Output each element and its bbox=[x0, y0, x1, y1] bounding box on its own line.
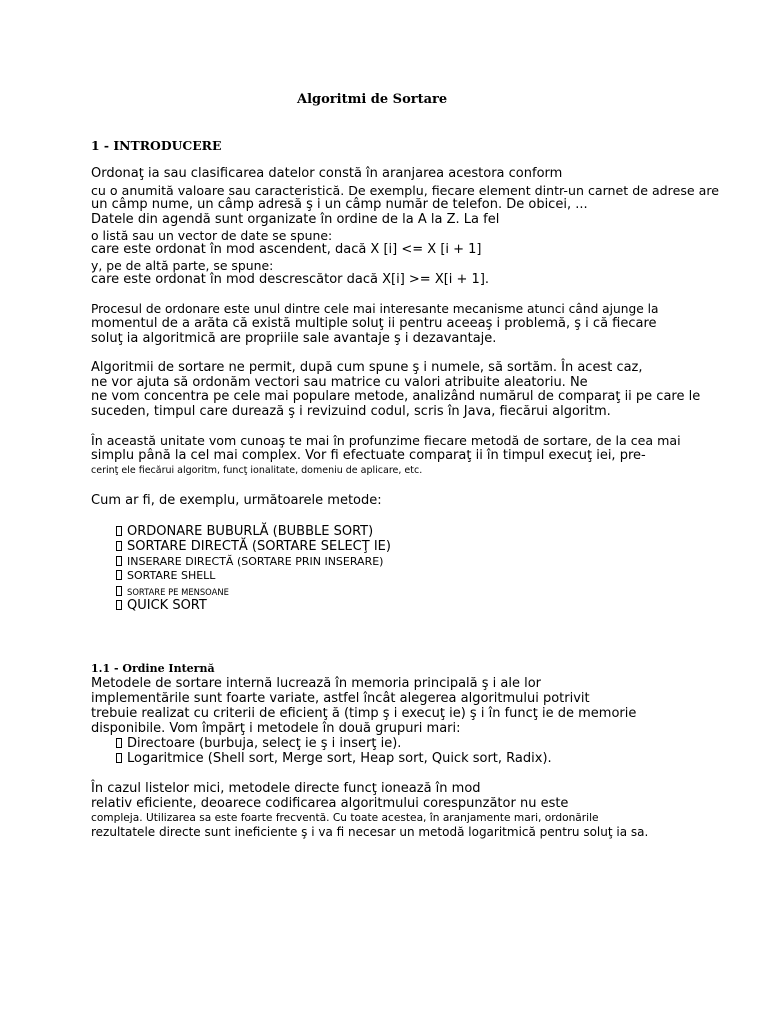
text-line: implementările sunt foarte variate, astfel încât alegerea algoritmului potrivit bbox=[91, 691, 590, 706]
list-item: QUICK SORT bbox=[116, 599, 207, 614]
text-line: disponibile. Vom împărţ i metodele în două grupuri mari: bbox=[91, 721, 461, 736]
text-line: ne vom concentra pe cele mai populare metode, analizând numărul de comparaţ ii pe care le bbox=[91, 389, 701, 404]
list-item: Directoare (burbuja, selecţ ie ş i inserţ ie). bbox=[116, 737, 401, 752]
text-line: momentul de a arăta că există multiple soluţ ii pentru aceeaş i problemă, ş i că fiecare bbox=[91, 316, 657, 331]
list-item: ORDONARE BUBURLĂ (BUBBLE SORT) bbox=[116, 525, 373, 540]
bullet-icon bbox=[116, 541, 122, 551]
bullet-icon bbox=[116, 600, 122, 610]
text-line: care este ordonat în mod descrescător dacă X[i] >= X[i + 1]. bbox=[91, 272, 490, 287]
text-line: cu o anumită valoare sau caracteristică. De exemplu, fiecare element dintr-un carnet de adrese are bbox=[91, 183, 719, 198]
text-line: Algoritmii de sortare ne permit, după cum spune ş i numele, să sortăm. În acest caz, bbox=[91, 360, 643, 375]
text-line: Ordonaţ ia sau clasificarea datelor constă în aranjarea acestora conform bbox=[91, 166, 563, 181]
list-item: SORTARE DIRECTĂ (SORTARE SELECŢ IE) bbox=[116, 540, 391, 555]
bullet-icon bbox=[116, 586, 122, 596]
text-line: o listă sau un vector de date se spune: bbox=[91, 228, 333, 243]
text-line: care este ordonat în mod ascendent, dacă X [i] <= X [i + 1] bbox=[91, 242, 482, 257]
text-line: Procesul de ordonare este unul dintre cele mai interesante mecanisme atunci când ajunge la bbox=[91, 302, 659, 316]
bullet-icon bbox=[116, 753, 122, 763]
section-heading-introducere: 1 - INTRODUCERE bbox=[91, 138, 222, 153]
text-line: relativ eficiente, deoarece codificarea algoritmului corespunzător nu este bbox=[91, 796, 569, 811]
text-line: rezultatele directe sunt ineficiente ş i va fi necesar un metodă logaritmică pentru soluţ ia sa. bbox=[91, 825, 649, 839]
text-line: În cazul listelor mici, metodele directe funcţ ionează în mod bbox=[91, 781, 481, 796]
text-line: Metodele de sortare internă lucrează în memoria principală ş i ale lor bbox=[91, 676, 542, 691]
text-line: trebuie realizat cu criterii de eficienţ ă (timp ş i execuţ ie) ş i în funcţ ie de memorie bbox=[91, 706, 637, 721]
bullet-icon bbox=[116, 738, 122, 748]
methods-intro: Cum ar fi, de exemplu, următoarele metode: bbox=[91, 493, 382, 508]
list-item: Logaritmice (Shell sort, Merge sort, Heap sort, Quick sort, Radix). bbox=[116, 752, 552, 767]
text-line: Datele din agendă sunt organizate în ordine de la A la Z. La fel bbox=[91, 212, 500, 227]
list-item: SORTARE PE MENSOANE bbox=[116, 586, 229, 598]
text-line: soluţ ia algoritmică are propriile sale avantaje ş i dezavantaje. bbox=[91, 331, 497, 346]
text-line: ne vor ajuta să ordonăm vectori sau matrice cu valori atribuite aleatoriu. Ne bbox=[91, 375, 588, 390]
bullet-icon bbox=[116, 556, 122, 566]
list-item: INSERARE DIRECTĂ (SORTARE PRIN INSERARE) bbox=[116, 556, 383, 569]
bullet-icon bbox=[116, 570, 122, 580]
text-line: În această unitate vom cunoaş te mai în profunzime fiecare metodă de sortare, de la cea mai bbox=[91, 433, 681, 448]
section-heading-ordine-interna: 1.1 - Ordine Internă bbox=[91, 662, 215, 675]
text-line: y, pe de altă parte, se spune: bbox=[91, 258, 274, 273]
list-item: SORTARE SHELL bbox=[116, 570, 215, 583]
text-line: compleja. Utilizarea sa este foarte frecventă. Cu toate acestea, în aranjamente mari, ordonările bbox=[91, 812, 599, 824]
text-line: cerinţ ele fiecărui algoritm, funcţ ionalitate, domeniu de aplicare, etc. bbox=[91, 465, 423, 476]
text-line: un câmp nume, un câmp adresă ş i un câmp număr de telefon. De obicei, ... bbox=[91, 197, 588, 212]
document-title: Algoritmi de Sortare bbox=[297, 92, 448, 107]
bullet-icon bbox=[116, 526, 122, 536]
text-line: simplu până la cel mai complex. Vor fi efectuate comparaţ ii în timpul execuţ iei, pre- bbox=[91, 448, 646, 463]
text-line: suceden, timpul care durează ş i revizuind codul, scris în Java, fiecărui algoritm. bbox=[91, 404, 611, 419]
